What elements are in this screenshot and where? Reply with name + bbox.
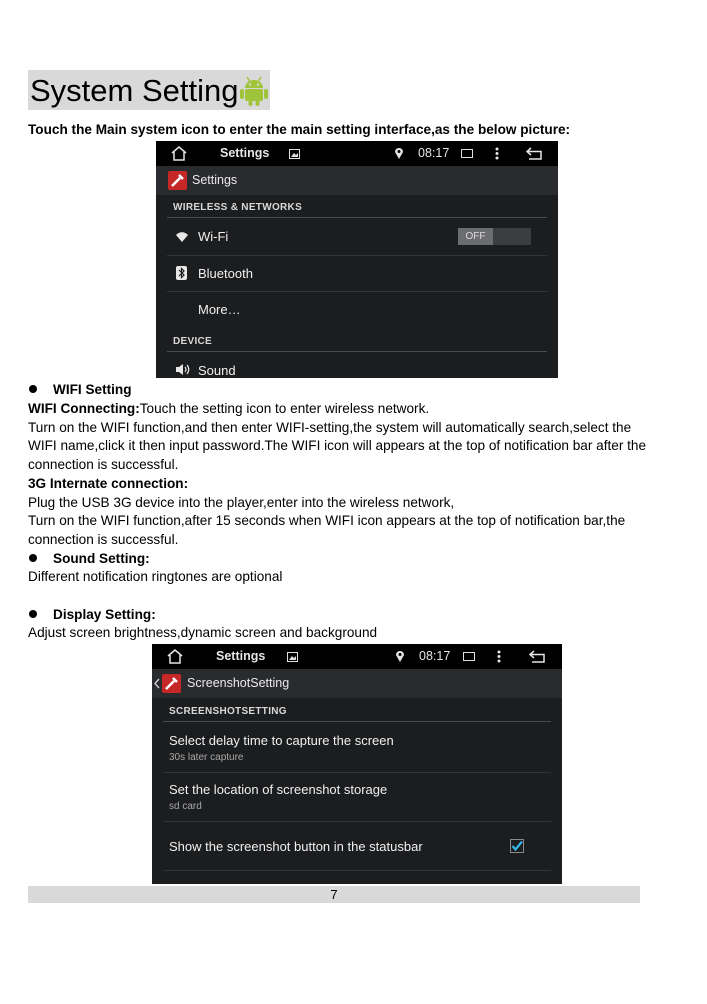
app-title: Settings xyxy=(192,173,238,187)
back-icon[interactable] xyxy=(529,650,547,663)
section-heading xyxy=(28,70,270,110)
wifi-line-2: WIFI name,click it then input password.The WIFI icon will appears at the top of notification bar after the xyxy=(28,438,647,453)
divider xyxy=(167,291,547,292)
section-device: DEVICE xyxy=(173,336,213,347)
page-footer xyxy=(28,886,640,903)
location-icon xyxy=(394,147,404,160)
back-icon[interactable] xyxy=(526,147,544,160)
3g-line-3: connection is successful. xyxy=(28,532,179,547)
divider xyxy=(163,772,551,773)
wifi-connecting-line xyxy=(28,400,429,418)
wifi-toggle-state: OFF xyxy=(458,228,493,245)
settings-screenshot xyxy=(156,141,558,378)
wifi-setting-title: WIFI Setting xyxy=(53,382,132,397)
screenshot-setting-screenshot xyxy=(152,644,562,884)
status-bar xyxy=(152,644,562,669)
status-time: 08:17 xyxy=(418,146,450,160)
settings-app-icon xyxy=(168,171,187,190)
bluetooth-icon xyxy=(176,266,187,280)
3g-line-1: Plug the USB 3G device into the player,enter into the wireless network, xyxy=(28,495,455,510)
android-icon xyxy=(239,75,269,107)
sound-icon xyxy=(175,363,191,376)
wifi-row[interactable]: Wi-Fi xyxy=(198,229,229,244)
settings-app-icon xyxy=(162,674,181,693)
display-setting-title: Display Setting: xyxy=(53,607,156,622)
divider xyxy=(163,721,551,722)
action-bar xyxy=(152,669,562,698)
item-title: Set the location of screenshot storage xyxy=(169,782,388,797)
sound-row[interactable]: Sound xyxy=(198,363,236,378)
menu-icon[interactable] xyxy=(497,650,501,663)
wifi-connecting-label: WIFI Connecting: xyxy=(28,401,140,416)
bullet-icon xyxy=(29,610,37,618)
page-number: 7 xyxy=(330,887,338,902)
divider xyxy=(167,255,547,256)
divider xyxy=(167,351,547,352)
display-setting-text: Adjust screen brightness,dynamic screen and background xyxy=(28,625,378,640)
section-wireless: WIRELESS & NETWORKS xyxy=(173,202,303,213)
divider xyxy=(167,217,547,218)
item-title: Select delay time to capture the screen xyxy=(169,733,394,748)
status-bar xyxy=(156,141,558,166)
3g-line-2: Turn on the WIFI function,after 15 seconds when WIFI icon appears at the top of notification bar,the xyxy=(28,513,626,528)
divider xyxy=(163,821,551,822)
more-row[interactable]: More… xyxy=(198,302,241,317)
home-icon xyxy=(167,649,183,664)
wifi-icon xyxy=(175,231,189,242)
wifi-line-3: connection is successful. xyxy=(28,457,179,472)
sound-setting-title: Sound Setting: xyxy=(53,551,150,566)
sound-setting-text: Different notification ringtones are optional xyxy=(28,569,283,584)
status-time: 08:17 xyxy=(419,649,451,663)
divider xyxy=(163,870,551,871)
intro-text: Touch the Main system icon to enter the main setting interface,as the below picture: xyxy=(28,122,571,137)
checkbox-checked-icon[interactable] xyxy=(510,839,524,853)
status-title: Settings xyxy=(220,146,270,160)
screen-icon xyxy=(461,149,473,158)
wifi-connecting-text: Touch the setting icon to enter wireless network. xyxy=(139,401,430,416)
chevron-left-icon[interactable] xyxy=(154,678,160,689)
action-bar xyxy=(156,166,558,195)
item-title: Show the screenshot button in the statusbar xyxy=(169,839,423,854)
location-icon xyxy=(395,650,405,663)
home-icon xyxy=(171,146,187,161)
bullet-icon xyxy=(29,554,37,562)
wifi-line-1: Turn on the WIFI function,and then enter WIFI-setting,the system will automatically search,select the xyxy=(28,420,632,435)
app-title: ScreenshotSetting xyxy=(187,676,290,690)
status-title: Settings xyxy=(216,649,266,663)
item-subtitle: sd card xyxy=(169,801,202,812)
menu-icon[interactable] xyxy=(495,147,499,160)
bluetooth-row[interactable]: Bluetooth xyxy=(198,266,253,281)
page-title: System Setting xyxy=(30,73,239,108)
item-subtitle: 30s later capture xyxy=(169,752,244,763)
bullet-icon xyxy=(29,385,37,393)
section-screenshot: SCREENSHOTSETTING xyxy=(169,706,287,717)
picture-icon xyxy=(287,652,298,662)
screen-icon xyxy=(463,652,475,661)
wifi-toggle[interactable] xyxy=(458,228,531,245)
picture-icon xyxy=(289,149,300,159)
3g-title: 3G Internate connection: xyxy=(28,476,189,491)
